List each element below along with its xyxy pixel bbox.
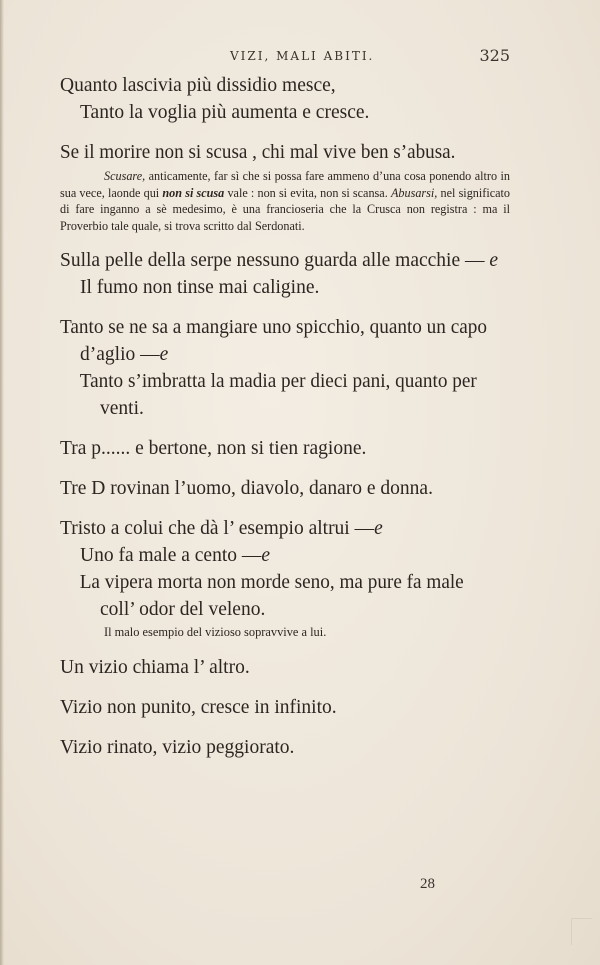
proverb-line: Vizio non punito, cresce in infinito. — [60, 697, 337, 718]
proverb-line: venti. — [100, 398, 144, 419]
proverb-line: La vipera morta non morde seno, ma pure fa male — [79, 572, 464, 593]
proverb-line: Se il morire non si scusa , chi mal vive ben s’abusa. — [60, 142, 456, 163]
proverbs-text — [60, 72, 510, 761]
page-number: 325 — [479, 46, 510, 65]
proverb-entry — [60, 694, 510, 721]
proverb-line: Tanto s’imbratta la madia per dieci pani, quanto per — [79, 371, 477, 392]
proverb-line: Un vizio chiama l’ altro. — [60, 657, 250, 678]
proverb-entry — [60, 139, 510, 234]
proverb-entry — [60, 314, 510, 422]
proverb-line: Tra p...... e bertone, non si tien ragione. — [60, 438, 367, 459]
running-head: VIZI, MALI ABITI. — [230, 49, 375, 63]
proverb-line: Sulla pelle della serpe nessuno guarda alle macchie — e — [60, 250, 499, 271]
page-edge-shadow — [0, 0, 4, 965]
proverb-entry — [60, 475, 510, 502]
proverb-entry — [60, 72, 510, 126]
proverb-line: Vizio rinato, vizio peggiorato. — [60, 737, 295, 758]
proverb-line: Uno fa male a cento —e — [80, 545, 271, 566]
proverb-entry — [60, 247, 510, 301]
page-corner-mark — [571, 918, 592, 945]
proverb-line: d’aglio —e — [80, 344, 169, 365]
proverb-line: coll’ odor del veleno. — [100, 599, 266, 620]
proverb-line: Tanto la voglia più aumenta e cresce. — [80, 102, 370, 123]
proverb-line: Quanto lascivia più dissidio mesce, — [60, 75, 336, 96]
signature-mark: 28 — [420, 876, 435, 892]
explanatory-note: Il malo esempio del vizioso sopravvive a lui. — [104, 625, 327, 639]
proverb-line: Tanto se ne sa a mangiare uno spicchio, quanto un capo — [60, 317, 487, 338]
proverb-entry — [60, 654, 510, 681]
page-header — [60, 46, 510, 68]
proverb-line: Tristo a colui che dà l’ esempio altrui —e — [60, 518, 383, 539]
proverb-line: Tre D rovinan l’uomo, diavolo, danaro e donna. — [60, 478, 433, 499]
proverb-entry — [60, 734, 510, 761]
proverb-line: Il fumo non tinse mai caligine. — [80, 277, 320, 298]
proverb-entry — [60, 435, 510, 462]
proverb-entry — [60, 515, 510, 641]
explanatory-note: Scusare, anticamente, far sì che si possa fare ammeno d’una cosa ponendo altro in sua vece, laonde qui non si scusa vale : non si evita, non si scansa. Abusarsi, nel significato di fare inganno a sè medesimo, è una francioseria che la Crusca non registra : ma il Proverbio tale quale, si trova scritto dal Serdonati. — [60, 169, 511, 233]
